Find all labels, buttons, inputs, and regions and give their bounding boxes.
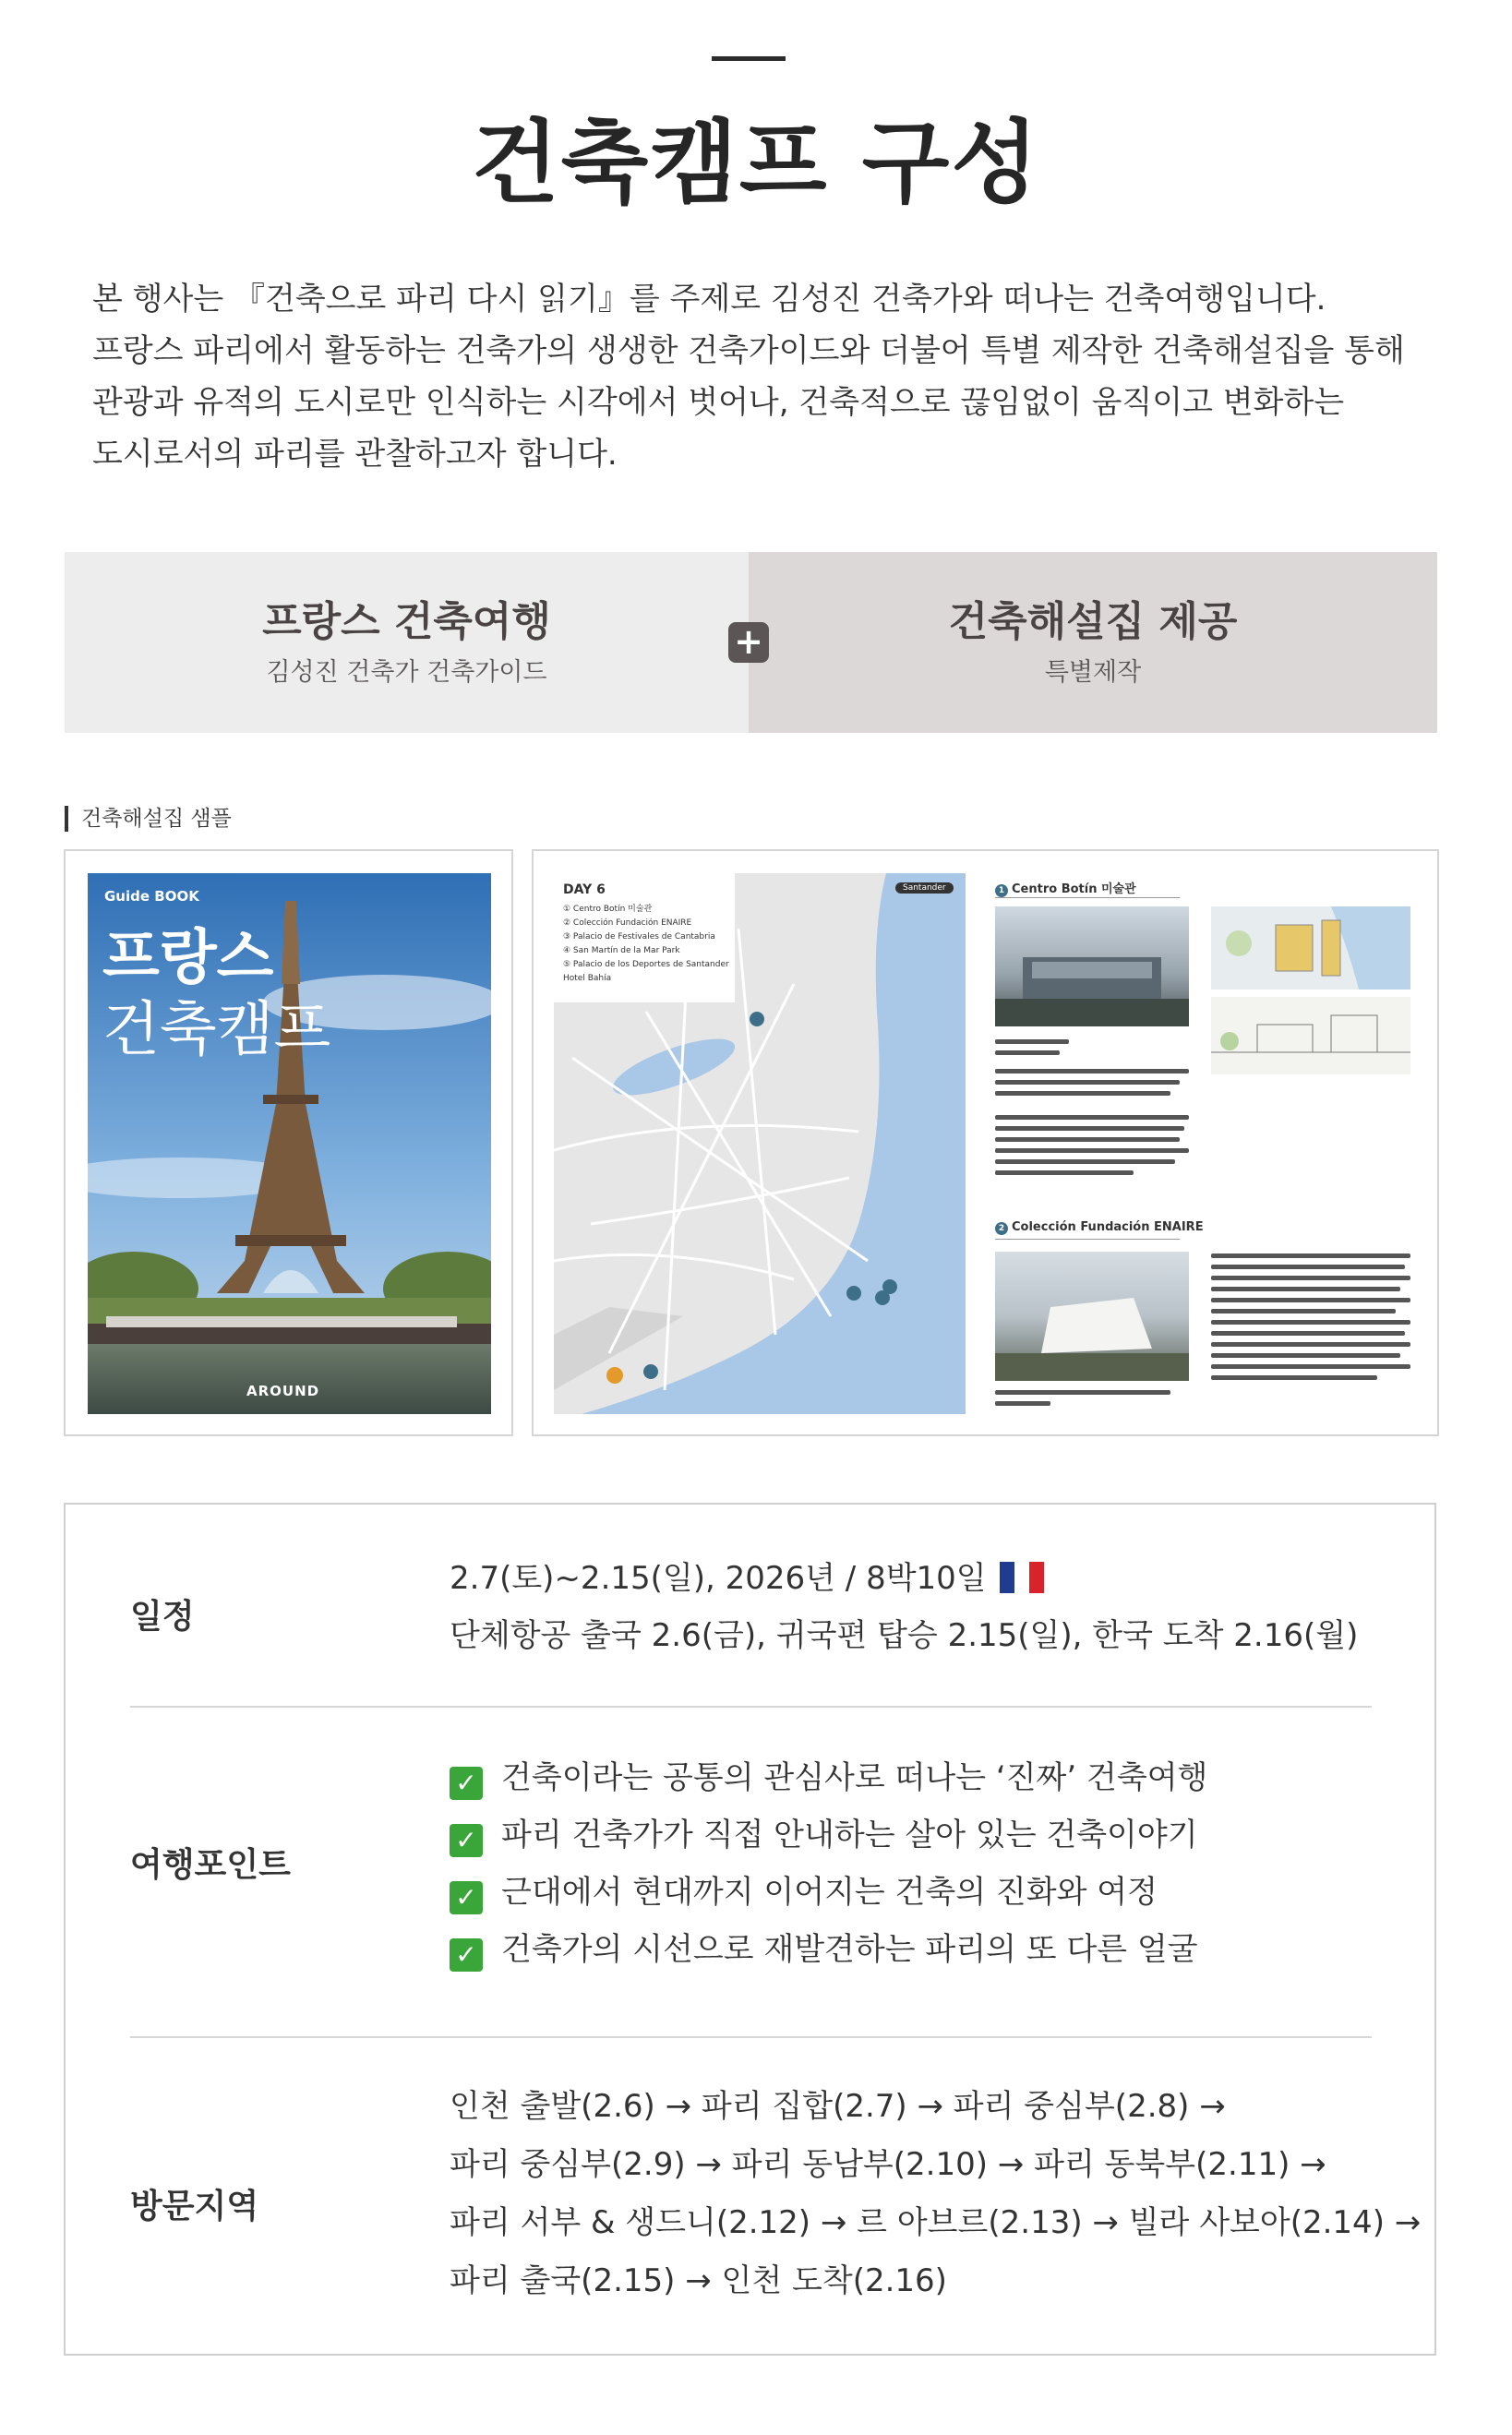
feature-title: 프랑스 건축여행 [262,598,551,645]
section-number-icon: 1 [995,884,1008,897]
feature-title: 건축해설집 제공 [948,598,1238,645]
check-icon: ✓ [450,1824,483,1857]
info-page [995,873,1410,1414]
row-divider [130,2036,1372,2038]
intro-line: 프랑스 파리에서 활동하는 건축가의 생생한 건축가이드와 더불어 특별 제작한 건축해설집을 통해 [92,332,1405,369]
text-line [1211,1309,1396,1313]
guidebook-spread-frame [532,849,1439,1436]
schedule-flights: 단체항공 출국 2.6(금), 귀국편 탑승 2.15(일), 한국 도착 2.16(월) [450,1617,1359,1654]
map-legend-item: ① Centro Botín 미술관 [563,905,653,914]
row-divider [130,1706,1372,1708]
map-day-label: DAY 6 [563,882,606,897]
text-line [995,1050,1060,1055]
point-text: 근대에서 현대까지 이어지는 건축의 진화와 여정 [501,1874,1158,1911]
text-line [995,1115,1189,1120]
text-line [995,1159,1175,1164]
cover-tag: Guide BOOK [104,888,199,905]
building-photo [995,1252,1189,1381]
map-legend-item: Hotel Bahía [563,974,612,983]
map-legend-item: ④ San Martín de la Mar Park [563,946,680,955]
text-line [1211,1298,1410,1302]
map-city-badge: Santander [895,882,954,894]
text-line [1211,1276,1410,1280]
guidebook-cover [88,873,491,1414]
map-legend-item: ② Colección Fundación ENAIRE [563,918,692,928]
map-legend-item: ③ Palacio de Festivales de Cantabria [563,932,715,942]
regions-label: 방문지역 [130,2188,259,2225]
region-route-line: 파리 출국(2.15) → 인천 도착(2.16) [450,2262,947,2299]
points-label: 여행포인트 [130,1846,291,1884]
text-line [1211,1353,1400,1358]
feature-subtitle: 김성진 건축가 건축가이드 [266,658,547,687]
text-line [995,1091,1170,1096]
text-line [995,1390,1170,1395]
intro-line: 도시로서의 파리를 관찰하고자 합니다. [92,436,618,473]
building-photo [995,906,1189,1026]
text-line [995,1148,1189,1153]
region-route-line: 인천 출발(2.6) → 파리 집합(2.7) → 파리 중심부(2.8) → [450,2088,1226,2125]
intro-line: 관광과 유적의 도시로만 인식하는 시각에서 벗어나, 건축적으로 끊임없이 움직이고 변화하는 [92,384,1345,421]
point-item [450,1809,1198,1857]
cover-brand-logo: AROUND [246,1383,320,1399]
text-line [995,1126,1184,1131]
text-line [995,1039,1069,1044]
text-line [1211,1364,1410,1369]
map-legend-item: ⑤ Palacio de los Deportes de Santander [563,960,729,969]
point-text: 건축이라는 공통의 관심사로 떠나는 ‘진짜’ 건축여행 [501,1759,1208,1796]
text-line [1211,1265,1405,1269]
sample-section-label: 건축해설집 샘플 [65,806,232,832]
text-line [1211,1342,1410,1347]
check-icon: ✓ [450,1938,483,1972]
point-item [450,1924,1198,1972]
france-flag-icon [1000,1562,1044,1593]
text-line [995,1080,1180,1085]
point-text: 파리 건축가가 직접 안내하는 살아 있는 건축이야기 [501,1817,1198,1853]
site-plan-drawing [1211,906,1410,990]
info-section-title: Centro Botín 미술관 [1012,882,1136,896]
text-line [1211,1287,1400,1291]
text-line [1211,1375,1377,1380]
top-divider [712,56,786,61]
info-section-heading [995,879,1136,897]
intro-line: 본 행사는 『건축으로 파리 다시 읽기』를 주제로 김성진 건축가와 떠나는 건축여행입니다. [92,281,1326,318]
text-line [995,1137,1180,1142]
cover-title-line1: 프랑스 [102,924,274,992]
feature-guidebook [749,552,1437,733]
text-line [1211,1331,1405,1336]
guidebook-cover-frame [64,849,513,1436]
feature-france-tour [65,552,749,733]
map-legend [554,873,735,1002]
point-text: 건축가의 시선으로 재발견하는 파리의 또 다른 얼굴 [501,1931,1198,1968]
text-line [995,1401,1050,1406]
cover-title-line2: 건축캠프 [102,996,331,1064]
point-item [450,1752,1207,1800]
text-line [1211,1320,1410,1325]
text-line [1211,1253,1410,1258]
feature-banner [65,552,1437,733]
schedule-dates-text: 2.7(토)~2.15(일), 2026년 / 8박10일 [450,1560,987,1597]
point-item [450,1866,1158,1914]
region-route-line: 파리 서부 & 생드니(2.12) → 르 아브르(2.13) → 빌라 사보아(2.14) → [450,2204,1422,2241]
check-icon: ✓ [450,1881,483,1914]
trip-details-box [64,1503,1436,2356]
check-icon: ✓ [450,1767,483,1800]
info-section-heading [995,1220,1204,1235]
info-section-title: Colección Fundación ENAIRE [1012,1220,1204,1234]
page-title: 건축캠프 구성 [471,111,1041,216]
feature-subtitle: 특별제작 [1044,658,1142,687]
map-page [554,873,966,1414]
schedule-dates [450,1553,1044,1598]
section-drawing [1211,997,1410,1074]
plus-icon: + [728,622,769,663]
section-number-icon: 2 [995,1222,1008,1235]
intro-paragraph [92,273,1422,480]
region-route-line: 파리 중심부(2.9) → 파리 동남부(2.10) → 파리 동북부(2.11) → [450,2146,1326,2183]
schedule-label: 일정 [130,1598,195,1636]
text-line [995,1069,1189,1074]
text-line [995,1170,1134,1175]
